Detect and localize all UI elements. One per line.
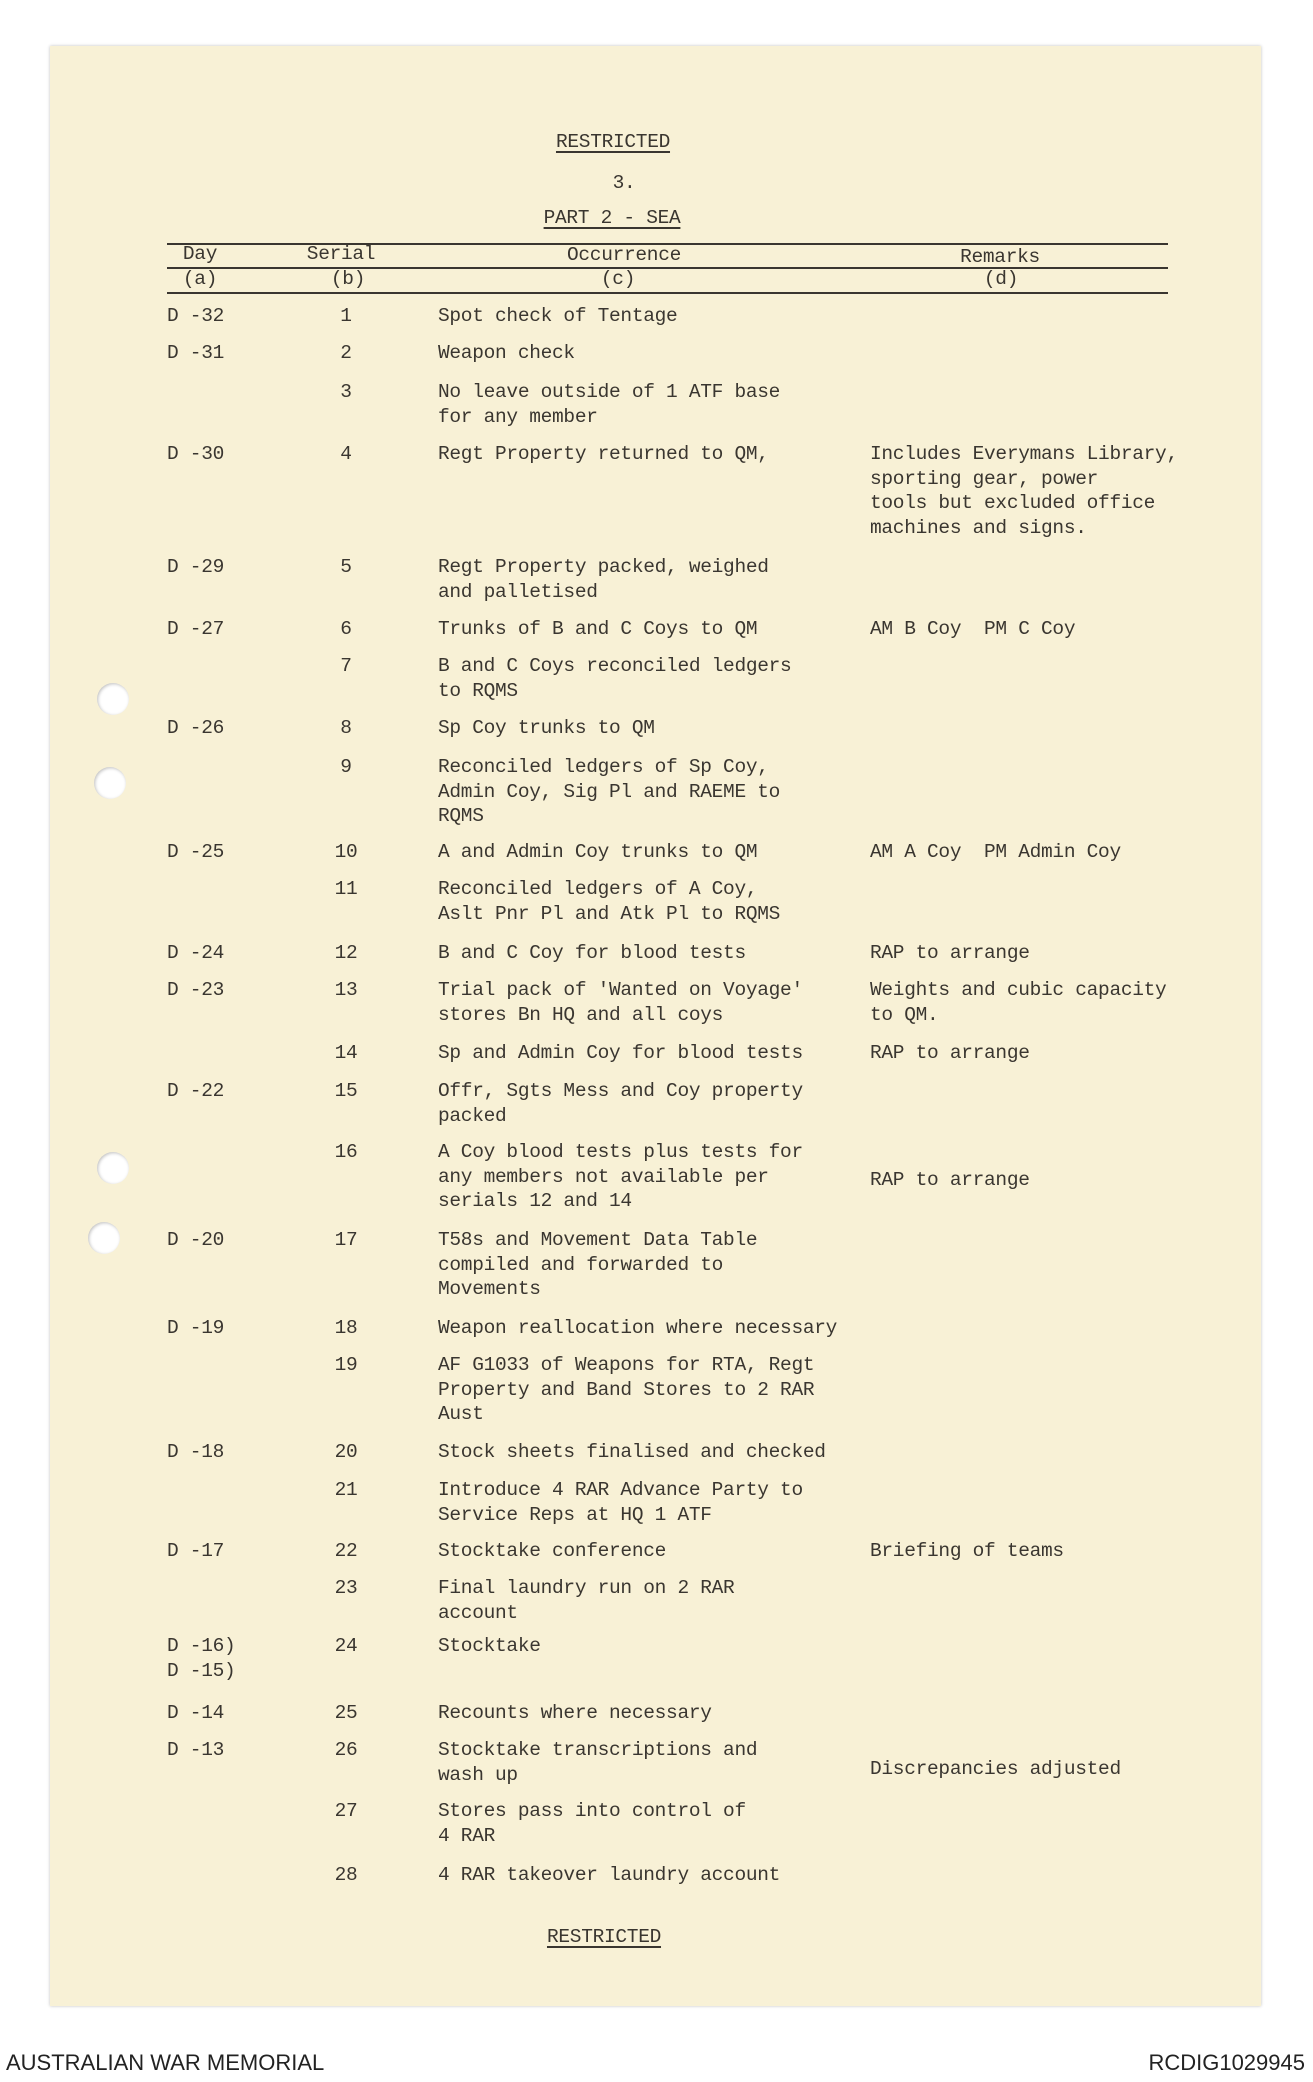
day-cell: D -20: [167, 1229, 225, 1251]
serial-cell: 8: [340, 717, 352, 739]
day-cell: D -30: [167, 443, 225, 465]
occurrence-cell: Sp and Admin Coy for blood tests: [438, 1042, 803, 1064]
occurrence-cell: Final laundry run on 2 RAR account: [438, 1577, 735, 1624]
serial-cell: 10: [334, 841, 358, 863]
column-header-occurrence: Occurrence: [566, 244, 682, 266]
serial-cell: 6: [340, 618, 352, 640]
occurrence-cell: Sp Coy trunks to QM: [438, 717, 655, 739]
day-cell: D -14: [167, 1702, 225, 1724]
column-key-b: (b): [330, 268, 366, 290]
serial-cell: 12: [334, 942, 358, 964]
part-title: PART 2 - SEA: [543, 207, 681, 229]
column-header-remarks: Remarks: [960, 246, 1040, 268]
day-cell: D -24: [167, 942, 225, 964]
day-cell: D -22: [167, 1080, 225, 1102]
occurrence-cell: Stocktake transcriptions and wash up: [438, 1739, 758, 1786]
occurrence-cell: Regt Property packed, weighed and palletised: [438, 556, 769, 603]
day-cell: D -26: [167, 717, 225, 739]
occurrence-cell: Stores pass into control of 4 RAR: [438, 1800, 746, 1847]
remarks-cell: AM A Coy PM Admin Coy: [870, 841, 1121, 863]
remarks-cell: AM B Coy PM C Coy: [870, 618, 1076, 640]
occurrence-cell: Spot check of Tentage: [438, 305, 678, 327]
serial-cell: 14: [334, 1042, 358, 1064]
remarks-cell: Includes Everymans Library, sporting gear, power tools but excluded office machines and signs.: [870, 443, 1178, 539]
remarks-cell: RAP to arrange: [870, 942, 1030, 964]
column-header-serial: Serial: [306, 243, 376, 265]
serial-cell: 4: [340, 443, 352, 465]
column-key-c: (c): [600, 268, 636, 290]
serial-cell: 20: [334, 1441, 358, 1463]
remarks-cell: Weights and cubic capacity to QM.: [870, 979, 1167, 1026]
day-cell: D -19: [167, 1317, 225, 1339]
occurrence-cell: Reconciled ledgers of A Coy, Aslt Pnr Pl and Atk Pl to RQMS: [438, 878, 781, 925]
serial-cell: 18: [334, 1317, 358, 1339]
serial-cell: 9: [340, 756, 352, 778]
serial-cell: 13: [334, 979, 358, 1001]
serial-cell: 24: [334, 1635, 358, 1657]
day-cell: D -23: [167, 979, 225, 1001]
occurrence-cell: T58s and Movement Data Table compiled and forwarded to Movements: [438, 1229, 758, 1300]
occurrence-cell: Reconciled ledgers of Sp Coy, Admin Coy, Sig Pl and RAEME to RQMS: [438, 756, 781, 827]
source-label: AUSTRALIAN WAR MEMORIAL: [6, 2050, 325, 2075]
serial-cell: 19: [334, 1354, 358, 1376]
header-rule: [167, 292, 1168, 294]
serial-cell: 3: [340, 381, 352, 403]
serial-cell: 16: [334, 1141, 358, 1163]
classification-top: RESTRICTED: [555, 131, 671, 153]
serial-cell: 22: [334, 1540, 358, 1562]
page-number: 3.: [612, 172, 636, 194]
remarks-cell: Briefing of teams: [870, 1540, 1064, 1562]
occurrence-cell: Trial pack of 'Wanted on Voyage' stores Bn HQ and all coys: [438, 979, 803, 1026]
day-cell: D -31: [167, 342, 225, 364]
serial-cell: 5: [340, 556, 352, 578]
remarks-cell: Discrepancies adjusted: [870, 1758, 1121, 1780]
serial-cell: 17: [334, 1229, 358, 1251]
occurrence-cell: Weapon reallocation where necessary: [438, 1317, 838, 1339]
occurrence-cell: AF G1033 of Weapons for RTA, Regt Property and Band Stores to 2 RAR Aust: [438, 1354, 815, 1425]
serial-cell: 23: [334, 1577, 358, 1599]
occurrence-cell: Trunks of B and C Coys to QM: [438, 618, 758, 640]
serial-cell: 25: [334, 1702, 358, 1724]
occurrence-cell: Offr, Sgts Mess and Coy property packed: [438, 1080, 803, 1127]
punch-hole: [88, 1222, 120, 1254]
reference-number: RCDIG1029945: [1148, 2050, 1305, 2075]
occurrence-cell: B and C Coy for blood tests: [438, 942, 746, 964]
serial-cell: 1: [340, 305, 352, 327]
occurrence-cell: A Coy blood tests plus tests for any members not available per serials 12 and 14: [438, 1141, 803, 1212]
occurrence-cell: Stocktake: [438, 1635, 541, 1657]
day-cell: D -13: [167, 1739, 225, 1761]
serial-cell: 27: [334, 1800, 358, 1822]
occurrence-cell: 4 RAR takeover laundry account: [438, 1864, 781, 1886]
day-cell: D -17: [167, 1540, 225, 1562]
classification-bottom: RESTRICTED: [546, 1926, 662, 1948]
day-cell: D -29: [167, 556, 225, 578]
day-cell: D -32: [167, 305, 225, 327]
serial-cell: 15: [334, 1080, 358, 1102]
column-key-d: (d): [983, 268, 1019, 290]
serial-cell: 11: [334, 878, 358, 900]
occurrence-cell: Regt Property returned to QM,: [438, 443, 769, 465]
occurrence-cell: Weapon check: [438, 342, 575, 364]
occurrence-cell: B and C Coys reconciled ledgers to RQMS: [438, 655, 792, 702]
occurrence-cell: Recounts where necessary: [438, 1702, 712, 1724]
column-key-a: (a): [182, 268, 218, 290]
occurrence-cell: Introduce 4 RAR Advance Party to Service Reps at HQ 1 ATF: [438, 1479, 803, 1526]
day-cell: D -16) D -15): [167, 1635, 236, 1682]
day-cell: D -18: [167, 1441, 225, 1463]
serial-cell: 2: [340, 342, 352, 364]
day-cell: D -27: [167, 618, 225, 640]
punch-hole: [97, 683, 129, 715]
occurrence-cell: A and Admin Coy trunks to QM: [438, 841, 758, 863]
serial-cell: 26: [334, 1739, 358, 1761]
column-header-day: Day: [182, 243, 218, 265]
remarks-cell: RAP to arrange: [870, 1042, 1030, 1064]
occurrence-cell: Stock sheets finalised and checked: [438, 1441, 826, 1463]
occurrence-cell: No leave outside of 1 ATF base for any member: [438, 381, 781, 428]
punch-hole: [97, 1152, 129, 1184]
serial-cell: 7: [340, 655, 352, 677]
remarks-cell: RAP to arrange: [870, 1169, 1030, 1191]
serial-cell: 21: [334, 1479, 358, 1501]
occurrence-cell: Stocktake conference: [438, 1540, 667, 1562]
serial-cell: 28: [334, 1864, 358, 1886]
day-cell: D -25: [167, 841, 225, 863]
punch-hole: [94, 767, 126, 799]
